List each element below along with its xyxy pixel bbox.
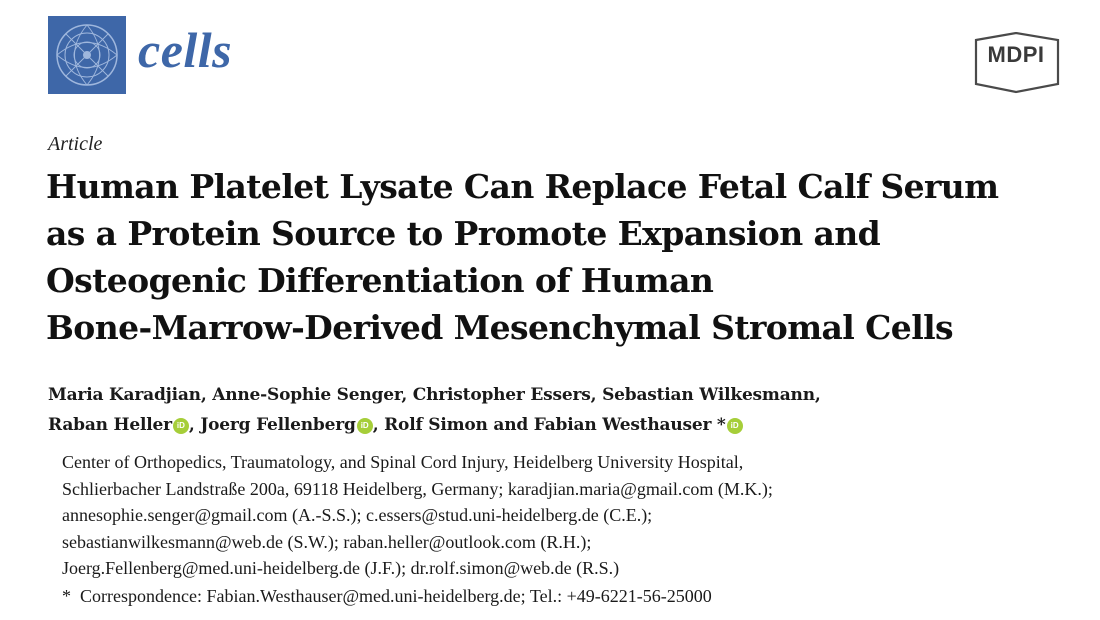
affiliation-line: sebastianwilkesmann@web.de (S.W.); raban.heller@outlook.com (R.H.);	[62, 531, 592, 552]
affiliation-line: Center of Orthopedics, Traumatology, and Spinal Cord Injury, Heidelberg University Hospital,	[62, 452, 744, 472]
author-list	[48, 380, 1088, 440]
journal-logo	[48, 16, 126, 94]
publisher-name: MDPI	[987, 42, 1045, 67]
affiliation-block	[62, 449, 1092, 582]
author-line: Maria Karadjian, Anne-Sophie Senger, Christopher Essers, Sebastian Wilkesmann,	[48, 385, 821, 405]
cells-journal-icon	[48, 16, 126, 94]
affiliation-line: annesophie.senger@gmail.com (A.-S.S.); c.essers@stud.uni-heidelberg.de (C.E.);	[62, 505, 653, 525]
author-line	[48, 410, 1088, 440]
correspondence-line	[62, 586, 1092, 607]
correspondence-label: Correspondence:	[80, 586, 202, 606]
title-line: Bone-Marrow-Derived Mesenchymal Stromal Cells	[46, 308, 954, 347]
orcid-icon[interactable]: iD	[357, 418, 373, 434]
title-line: Human Platelet Lysate Can Replace Fetal Calf Serum	[46, 167, 999, 206]
article-title	[46, 163, 1086, 351]
author-names: , Rolf Simon and Fabian Westhauser *	[372, 415, 726, 435]
author-name: Raban Heller	[48, 415, 172, 435]
title-line: Osteogenic Differentiation of Human	[46, 261, 714, 300]
author-separator: ,	[188, 415, 201, 435]
orcid-icon[interactable]: iD	[173, 418, 189, 434]
affiliation-line: Schlierbacher Landstraße 200a, 69118 Heidelberg, Germany; karadjian.maria@gmail.com (M.K.);	[62, 478, 773, 499]
author-name: Joerg Fellenberg	[200, 415, 356, 435]
article-type: Article	[48, 133, 103, 155]
affiliation-line: Joerg.Fellenberg@med.uni-heidelberg.de (J.F.); dr.rolf.simon@web.de (R.S.)	[62, 558, 620, 578]
title-line: as a Protein Source to Promote Expansion and	[46, 214, 881, 253]
correspondence-marker: *	[62, 586, 71, 606]
journal-name: cells	[138, 22, 233, 78]
correspondence-details: Fabian.Westhauser@med.uni-heidelberg.de; Tel.: +49-6221-56-25000	[201, 586, 712, 606]
publisher-logo	[966, 32, 1066, 94]
orcid-icon[interactable]: iD	[727, 418, 743, 434]
